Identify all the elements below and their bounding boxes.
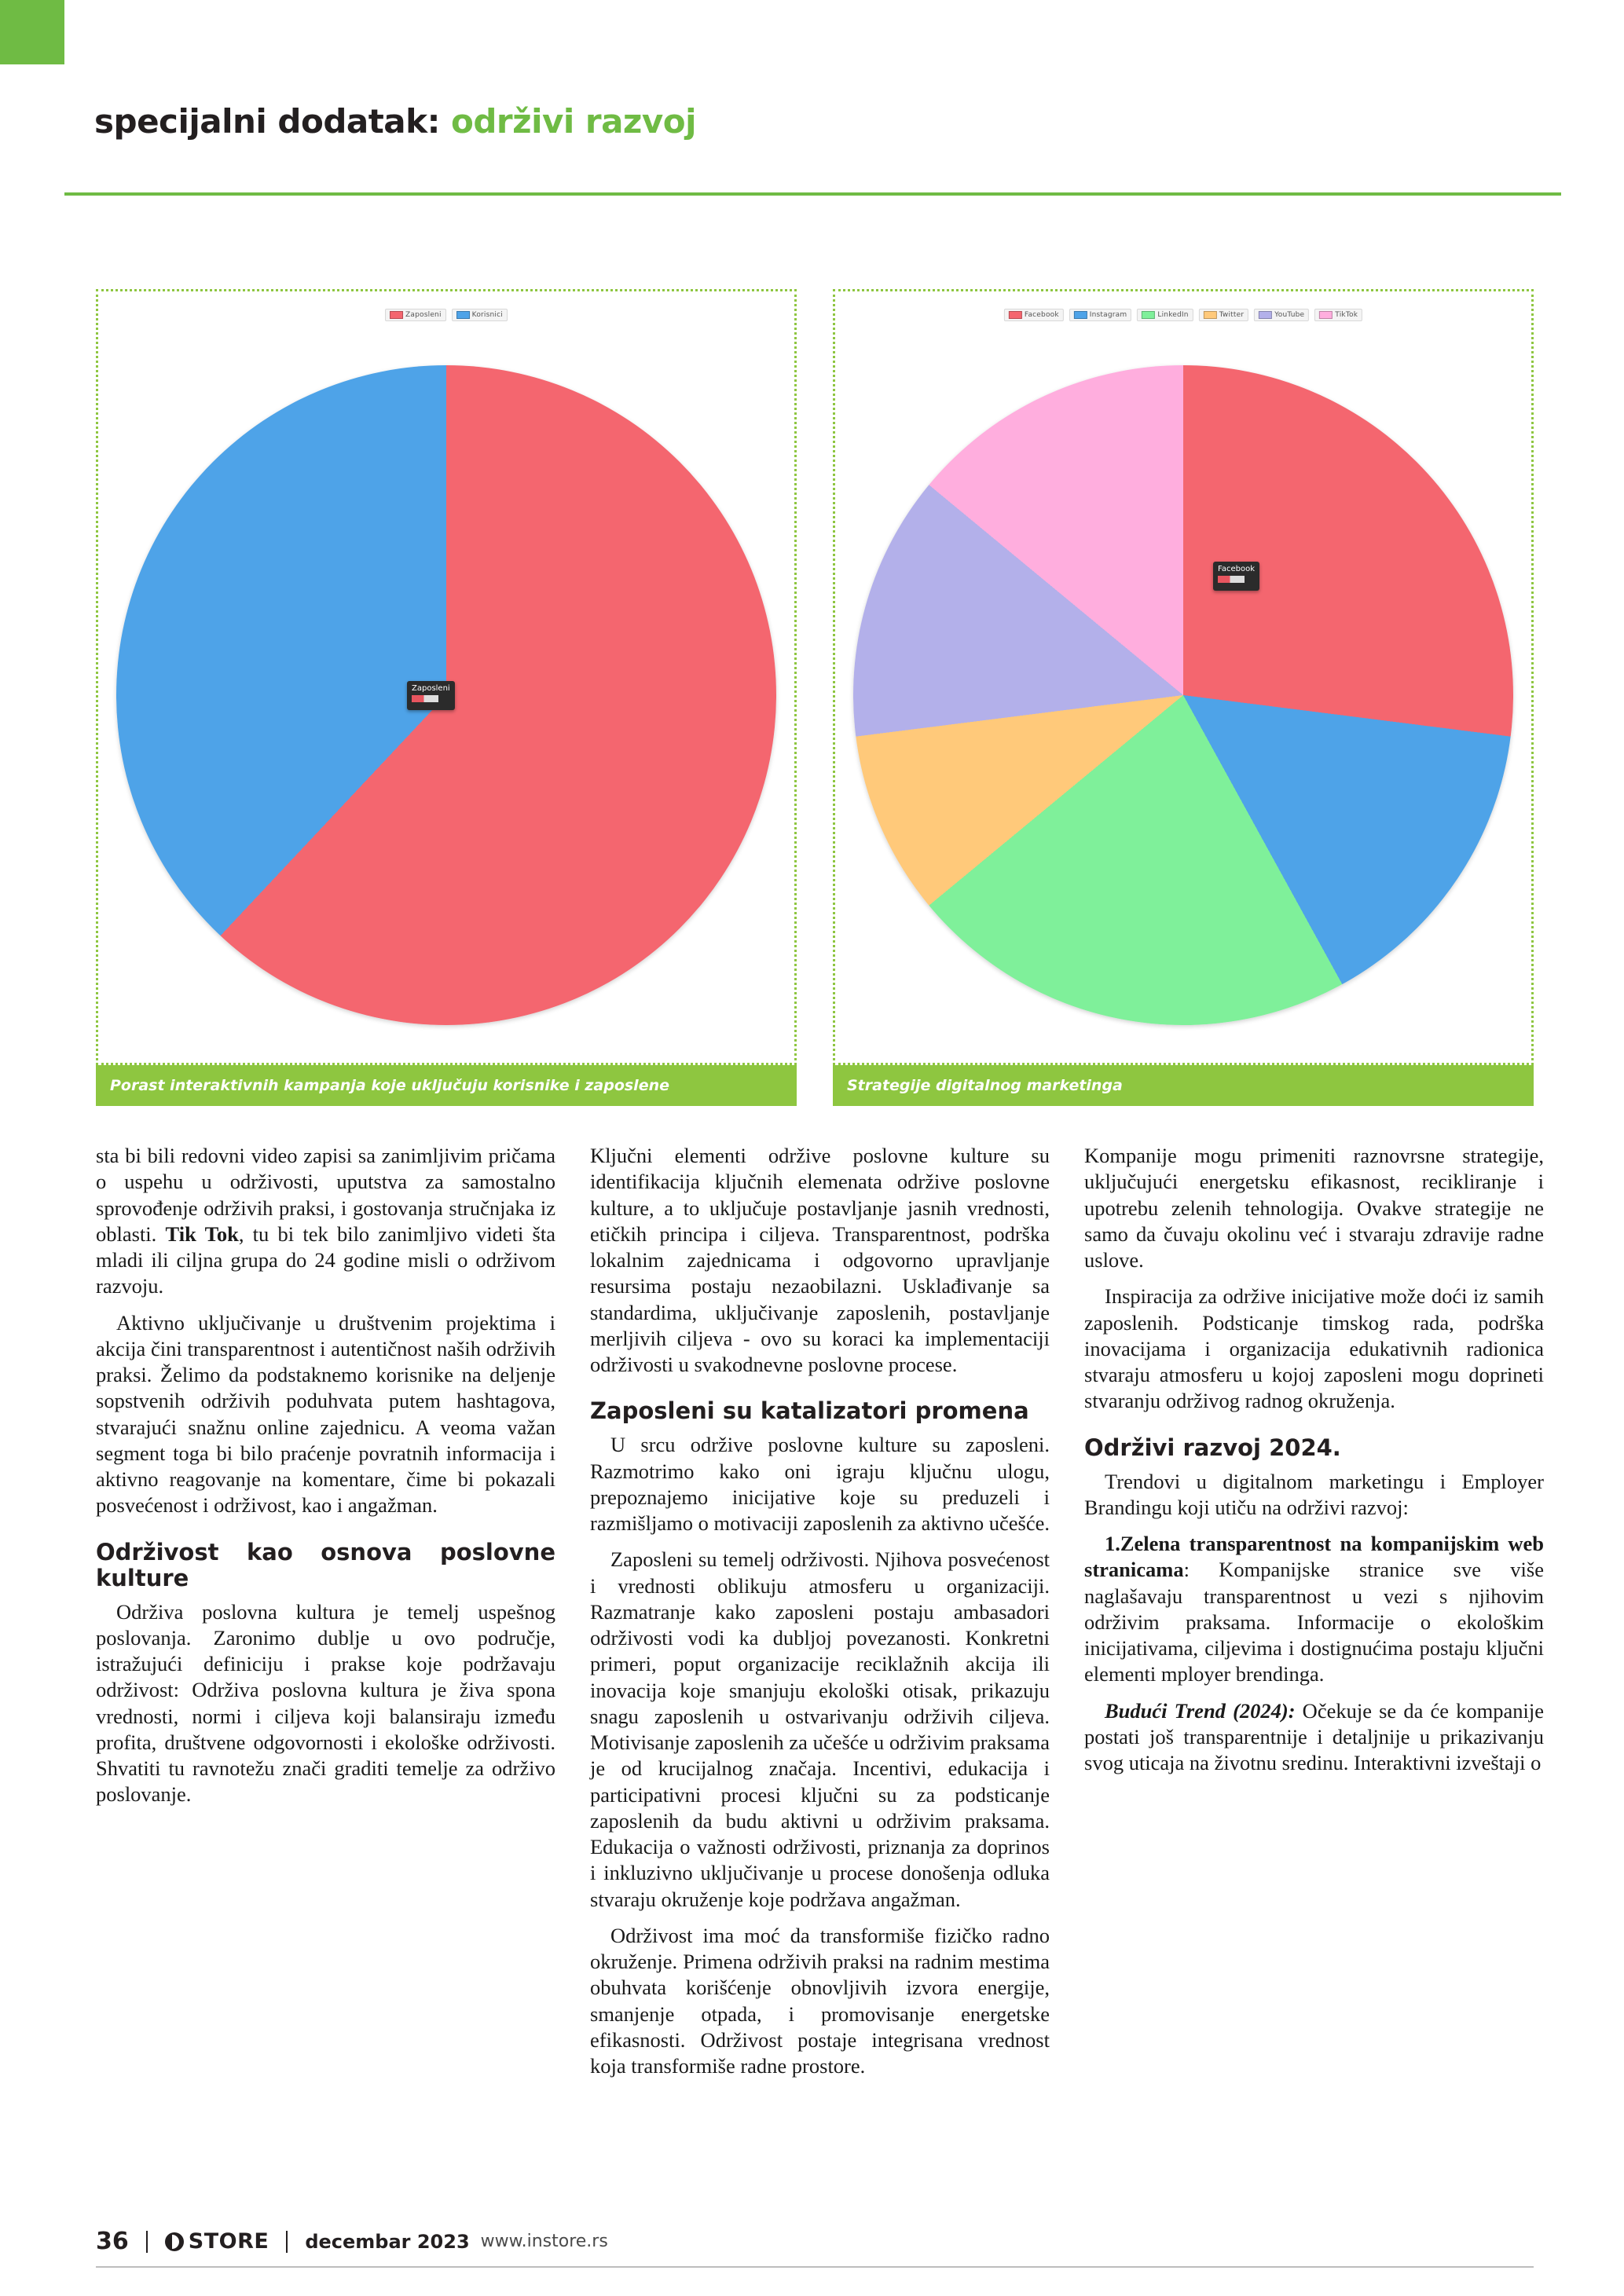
paragraph	[96, 1143, 555, 1300]
subheading: Održivi razvoj 2024.	[1084, 1434, 1341, 1461]
legend-item	[1199, 309, 1249, 321]
legend-swatch-icon	[1259, 311, 1272, 319]
subheading: Održivost kao osnova poslovne kulture	[96, 1538, 555, 1591]
legend-swatch-icon	[1074, 311, 1087, 319]
pie-chart-2	[835, 328, 1531, 1063]
chart-frame-1	[96, 289, 797, 1065]
numbered-list-item	[1084, 1531, 1544, 1688]
legend-swatch-icon	[1319, 311, 1333, 319]
list-item-text: : Kompanijske stranice sve više naglašavaju transparentnost u vezi s njihovim održivim praksama. Informacije o ekološkim inicijativama, ciljevima i dostignućima postaju ključni elementi mployer brendinga.	[1084, 1558, 1544, 1686]
figure-employees-users	[96, 289, 797, 1106]
legend-item	[385, 309, 446, 321]
legend-label: YouTube	[1274, 311, 1305, 319]
legend-item	[452, 309, 508, 321]
page-header	[94, 102, 1532, 141]
page-footer	[96, 2228, 1534, 2255]
footer-divider	[96, 2266, 1534, 2268]
pie-data-label-text: Facebook	[1218, 565, 1255, 573]
footer-separator	[146, 2231, 148, 2253]
legend-item	[1004, 309, 1064, 321]
legend-swatch-icon	[1142, 311, 1155, 319]
paragraph: Održiva poslovna kultura je temelj uspešnog poslovanja. Zaronimo dublje u ovo područje, istražujući definiciju i prakse koje podržavaju održivost: Održiva poslovna kultura je živa spona vrednosti, normi i ciljeva koji balansiraju između profita, društvene odgovornosti i ekološke održivosti. Shvatiti tu ravnotežu znači graditi temelje za održivo poslovanje.	[96, 1599, 555, 1807]
paragraph-text: sta bi bili redovni video zapisi sa zanimljivim pričama o uspehu u održivosti, uputstva za samostalno sprovođenje održivih praksi, i gostovanja stručnjaka iz oblasti.	[96, 1144, 555, 1246]
paragraph-lead: Tik Tok	[165, 1221, 239, 1246]
figure-caption-2: Strategije digitalnog marketinga	[833, 1065, 1534, 1106]
legend-swatch-icon	[390, 311, 403, 319]
website-url[interactable]: www.instore.rs	[480, 2232, 608, 2251]
chart-legend-1	[385, 309, 508, 321]
legend-label: Korisnici	[471, 311, 503, 319]
paragraph-lead: Budući Trend (2024):	[1105, 1698, 1296, 1723]
page-number: 36	[96, 2228, 129, 2255]
paragraph: Održivost ima moć da transformiše fizičko radno okruženje. Primena održivih praksi na radnim mestima obuhvata korišćenje obnovljivih izvora energije, smanjenje otpada, i promovisanje energetske efikasnosti. Održivost postaje integrisana vrednost koja transformiše radne prostore.	[590, 1923, 1050, 2078]
subheading: Zaposleni su katalizatori promena	[590, 1397, 1029, 1425]
text-column-2	[590, 1143, 1050, 2079]
brand-name: STORE	[188, 2229, 269, 2254]
legend-label: Instagram	[1089, 311, 1127, 319]
legend-label: Facebook	[1024, 311, 1059, 319]
pie-data-label-1	[407, 681, 455, 710]
page-title-prefix: specijalni dodatak:	[94, 102, 451, 141]
paragraph	[1084, 1698, 1544, 1777]
page-title	[94, 102, 1532, 141]
paragraph: Inspiracija za održive inicijative može doći iz samih zaposlenih. Podsticanje timskog rada, podrška inovacijama i organizacija edukativnih radionica stvaraju atmosferu u kojoj zaposleni mogu doprineti stvaranju održivog radnog okruženja.	[1084, 1284, 1544, 1413]
legend-label: Zaposleni	[405, 311, 442, 319]
legend-swatch-icon	[1009, 311, 1022, 319]
mini-bar-icon	[412, 695, 438, 702]
legend-swatch-icon	[1204, 311, 1217, 319]
figure-digital-marketing	[833, 289, 1534, 1106]
pie-graphic	[853, 365, 1513, 1025]
legend-item	[1314, 309, 1362, 321]
pie-data-label-text: Zaposleni	[412, 684, 450, 693]
figures-row	[96, 289, 1534, 1106]
article-body	[96, 1143, 1545, 2079]
chart-legend-2	[1004, 309, 1362, 321]
pie-chart-1	[98, 328, 794, 1063]
header-divider	[64, 192, 1561, 196]
corner-accent-block	[0, 0, 64, 64]
page-title-accent: održivi razvoj	[451, 102, 696, 141]
issue-date: decembar 2023	[305, 2230, 470, 2253]
text-column-3	[1084, 1143, 1544, 2079]
footer-separator	[286, 2231, 288, 2253]
text-column-1	[96, 1143, 555, 2079]
brand-logo	[165, 2229, 269, 2254]
legend-label: TikTok	[1335, 311, 1358, 319]
paragraph: Kompanije mogu primeniti raznovrsne strategije, uključujući energetsku efikasnost, recikliranje i upotrebu zelenih tehnologija. Ovakve strategije ne samo da čuvaju okolinu već i stvaraju zdravije radne uslove.	[1084, 1144, 1544, 1272]
legend-item	[1137, 309, 1193, 321]
legend-swatch-icon	[456, 311, 470, 319]
legend-item	[1254, 309, 1309, 321]
store-logo-icon	[165, 2232, 184, 2251]
paragraph-text: Očekuje se da će kompanije postati još transparentnije i detaljnije u prikazivanju svog uticaja na životnu sredinu. Interaktivni izveštaji o	[1084, 1698, 1544, 1775]
paragraph: Aktivno uključivanje u društvenim projektima i akcija čini transparentnost i autentičnost naših održivih praksi. Želimo da podstaknemo korisnike na deljenje sopstvenih održivih poduhvata putem hashtagova, stvarajući snažnu online zajednicu. A veoma važan segment toga bi bilo praćenje povratnih informacija i aktivno reagovanje na komentare, čime bi pokazali posvećenost i održivost, kao i angažman.	[96, 1310, 555, 1518]
list-item-lead: 1.Zelena transparentnost na kompanijskim web stranicama	[1084, 1532, 1544, 1582]
figure-caption-1: Porast interaktivnih kampanja koje uključuju korisnike i zaposlene	[96, 1065, 797, 1106]
legend-item	[1069, 309, 1132, 321]
pie-data-label-2	[1213, 562, 1259, 591]
legend-label: Twitter	[1219, 311, 1245, 319]
paragraph: U srcu održive poslovne kulture su zaposleni. Razmotrimo kako oni igraju ključnu ulogu, prepoznajemo inicijative koje su preduzeli i razmišljamo o motivaciji zaposlenih za aktivno učešće.	[590, 1433, 1050, 1536]
paragraph: Zaposleni su temelj održivosti. Njihova posvećenost i vrednosti oblikuju atmosferu u organizaciji. Razmatranje kako zaposleni postaju ambasadori održivosti vodi ka dubljoj povezanosti. Konkretni primeri, poput organizacije reciklažnih akcija ili inovacija koje smanjuju ekološki otisak, prikazuju snagu zaposlenih u ostvarivanju održivih ciljeva. Motivisanje zaposlenih za učešće u održivim praksama je od krucijalnog značaja. Incentivi, edukacija i participativni procesi ključni su za podsticanje zaposlenih da budu aktivni u održivim praksama. Edukacija o važnosti održivosti, priznanja za doprinos i inkluzivno uključivanje u procese donošenja odluka stvaraju okruženje koje podržava angažman.	[590, 1547, 1050, 1911]
chart-frame-2	[833, 289, 1534, 1065]
mini-bar-icon	[1218, 576, 1245, 583]
paragraph: Ključni elementi održive poslovne kulture su identifikacija ključnih elemenata održive poslovne kulture, a to uključuje postavljanje jasnih vrednosti, etičkih principa i ciljeva. Transparentnost, podrška lokalnim zajednicama i odgovorno upravljanje resursima postaju nezaobilazni. Usklađivanje sa standardima, uključivanje zaposlenih, postavljanje merljivih ciljeva - ovo su koraci ka implementaciji održivosti u svakodnevne poslovne procese.	[590, 1144, 1050, 1376]
legend-label: LinkedIn	[1157, 311, 1189, 319]
paragraph: Trendovi u digitalnom marketingu i Employer Brandingu koji utiču na održivi razvoj:	[1084, 1469, 1544, 1519]
paragraph-text: , tu bi tek bilo zanimljivo videti šta mladi ili ciljna grupa do 24 godine misli o održivom razvoju.	[96, 1221, 555, 1298]
